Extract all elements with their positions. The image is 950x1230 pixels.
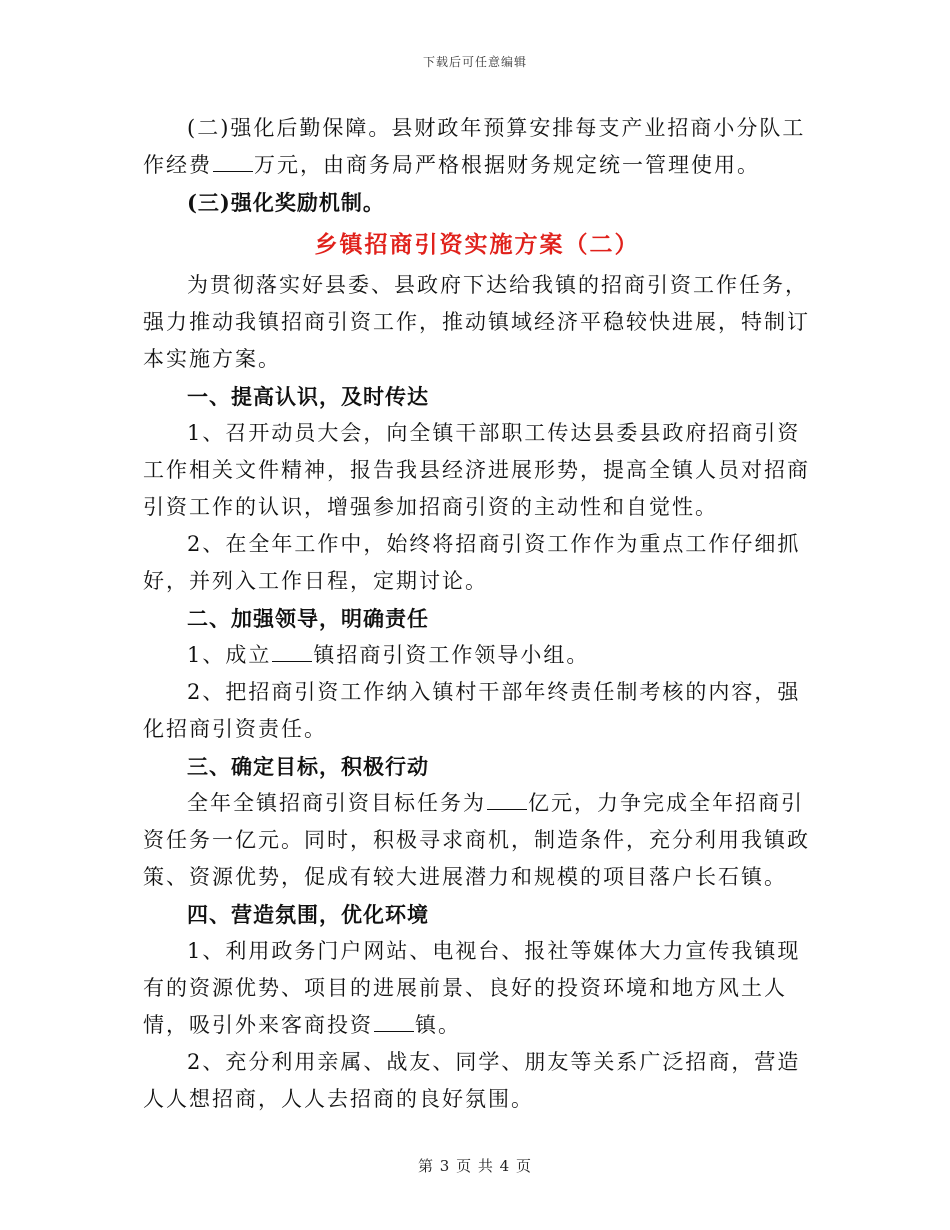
section-heading-3: 三、确定目标，积极行动	[187, 754, 429, 779]
paragraph: 2、在全年工作中，始终将招商引资工作作为重点工作仔细抓好，并列入工作日程，定期讨论。	[143, 532, 801, 593]
fill-blank	[213, 171, 253, 172]
paragraph	[143, 637, 811, 674]
page-header-note: 下载后可任意编辑	[422, 55, 527, 69]
section-heading-1: 一、提高认识，及时传达	[187, 384, 429, 409]
document-body	[143, 110, 811, 1118]
document-title: 乡镇招商引资实施方案（二）	[314, 231, 640, 258]
text-segment: 亿元，力争完成全年招商引资任务一亿元。同时，积极寻求商机，制造条件，充分利用我镇政策、资源优势，促成有较大进展潜力和规模的项目落户长石镇。	[143, 791, 810, 889]
text-segment: 镇招商引资工作领导小组。	[313, 643, 590, 667]
text-segment: 1、成立	[187, 643, 272, 667]
text-segment: 镇。	[415, 1013, 461, 1037]
fill-blank	[374, 1031, 414, 1032]
text-segment: 万元，由商务局严格根据财务规定统一管理使用。	[254, 153, 760, 177]
text-segment: 1、利用政务门户网站、电视台、报社等媒体大力宣传我镇现有的资源优势、项目的进展前景、良好的投资环境和地方风土人情，吸引外来客商投资	[143, 939, 801, 1037]
intro-paragraph: 为贯彻落实好县委、县政府下达给我镇的招商引资工作任务，强力推动我镇招商引资工作，推动镇域经济平稳较快进展，特制订本实施方案。	[143, 273, 810, 371]
page-number: 第 3 页 共 4 页	[418, 1157, 532, 1175]
text-segment: 全年全镇招商引资目标任务为	[187, 791, 486, 815]
fill-blank	[272, 661, 312, 662]
paragraph-logistics	[143, 110, 811, 184]
paragraph: 1、召开动员大会，向全镇干部职工传达县委县政府招商引资工作相关文件精神，报告我县经济进展形势，提高全镇人员对招商引资工作的认识，增强参加招商引资的主动性和自觉性。	[143, 421, 810, 519]
text-segment: (二)强化后勤保障。县财政年预算安排每支产业招商小分队工作经费	[143, 116, 806, 177]
paragraph	[143, 933, 811, 1044]
fill-blank	[487, 809, 527, 810]
section-heading-4: 四、营造氛围，优化环境	[187, 902, 429, 927]
paragraph	[143, 785, 811, 896]
section-heading-2: 二、加强领导，明确责任	[187, 606, 429, 631]
paragraph: 2、充分利用亲属、战友、同学、朋友等关系广泛招商，营造人人想招商，人人去招商的良好氛围。	[143, 1050, 801, 1111]
section-heading-rewards: (三)强化奖励机制。	[187, 190, 385, 215]
paragraph: 2、把招商引资工作纳入镇村干部年终责任制考核的内容，强化招商引资责任。	[143, 680, 801, 741]
